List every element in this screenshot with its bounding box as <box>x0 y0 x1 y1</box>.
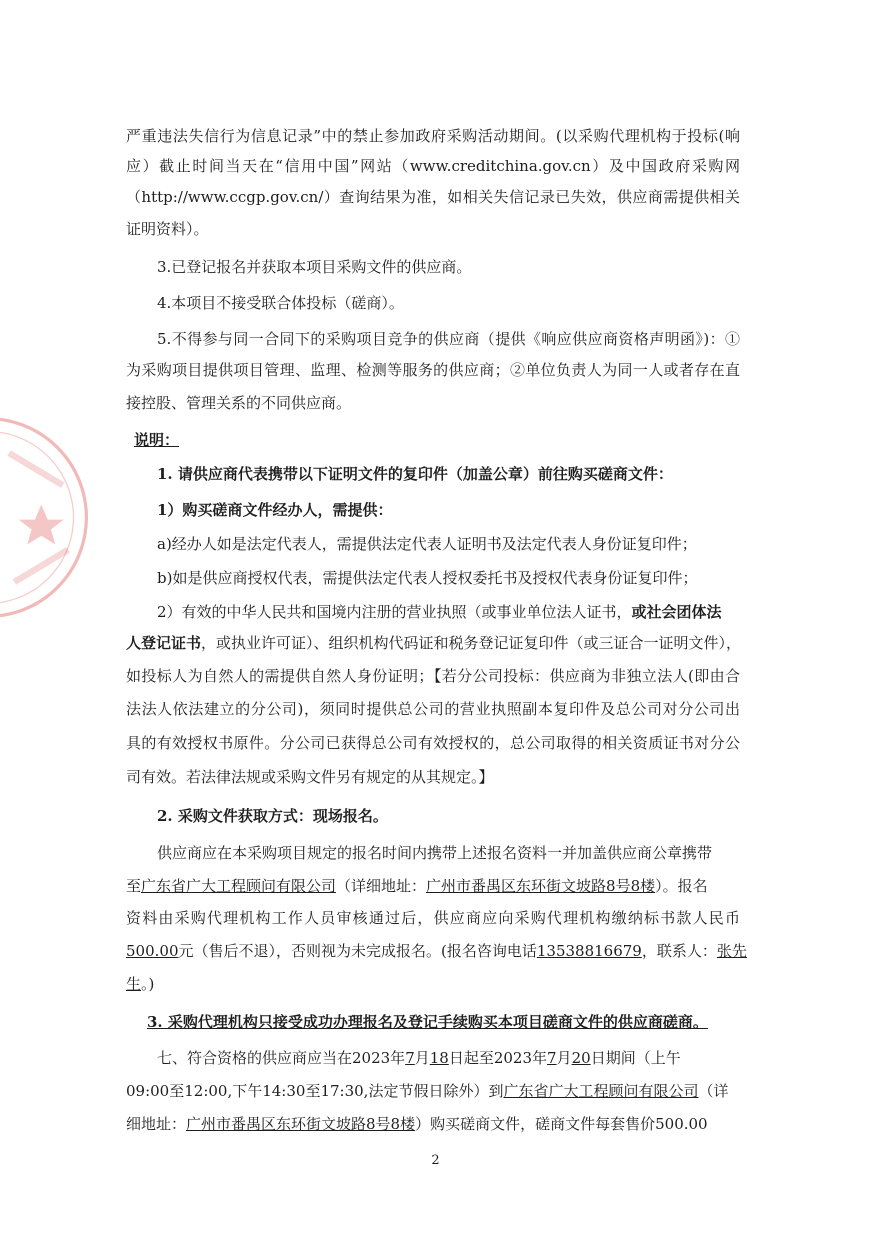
note-1-b: b)如是供应商授权代表，需提供法定代表人授权委托书及授权代表身份证复印件； <box>157 569 698 587</box>
red-seal-stamp <box>0 410 95 625</box>
text-line: 至广东省广大工程顾问有限公司（详细地址：广州市番禺区东环街文坡路8号8楼）。报名 <box>126 877 708 895</box>
note-3: 3. 采购代理机构只接受成功办理报名及登记手续购买本项目磋商文件的供应商磋商。 <box>147 1013 708 1031</box>
qualification-item-3: 3.已登记报名并获取本项目采购文件的供应商。 <box>157 258 472 276</box>
fee-amount: 500.00 <box>126 942 179 960</box>
note-2-heading: 2. 采购文件获取方式：现场报名。 <box>157 807 388 825</box>
text-line: 供应商应在本采购项目规定的报名时间内携带上述报名资料一并加盖供应商公章携带 <box>157 844 713 862</box>
text-line: 严重违法失信行为信息记录”中的禁止参加政府采购活动期间。(以采购代理机构于投标(响 <box>126 127 740 145</box>
text-line: 司有效。若法律法规或采购文件另有规定的从其规定。】 <box>126 768 494 786</box>
text-line: 生。) <box>126 975 155 993</box>
text-line: 如投标人为自然人的需提供自然人身份证明；【若分公司投标：供应商为非独立法人(即由合 <box>126 667 740 685</box>
text-line: 证明资料）。 <box>126 220 209 238</box>
note-title: 说明： <box>134 431 180 449</box>
agency-address: 广州市番禺区东环街文坡路8号8楼 <box>426 877 656 895</box>
section-7-line: 细地址：广州市番禺区东环街文坡路8号8楼）购买磋商文件，磋商文件每套售价500.00 <box>126 1115 708 1133</box>
text-line: 法法人依法建立的分公司)，须同时提供总公司的营业执照副本复印件及总公司对分公司出 <box>126 700 740 718</box>
text-line: 应）截止时间当天在“信用中国”网站（www.creditchina.gov.cn）及中国政府采购网 <box>126 157 740 175</box>
note-1-2-line: 人登记证书，或执业许可证）、组织机构代码证和税务登记证复印件（或三证合一证明文件）， <box>126 634 742 652</box>
page-number: 2 <box>431 1153 440 1168</box>
qualification-item-5: 5.不得参与同一合同下的采购项目竞争的供应商（提供《响应供应商资格声明函》)：① <box>157 330 740 348</box>
section-7-line: 七、符合资格的供应商应当在2023年7月18日起至2023年7月20日期间（上午 <box>157 1049 681 1067</box>
text-line: 资料由采购代理机构工作人员审核通过后，供应商应向采购代理机构缴纳标书款人民币 <box>126 909 740 927</box>
text-line: 500.00元（售后不退），否则视为未完成报名。(报名咨询电话13538816679，联系人：张先 <box>126 942 747 960</box>
note-1-1: 1）购买磋商文件经办人，需提供： <box>157 501 393 519</box>
text-line: 为采购项目提供项目管理、监理、检测等服务的供应商；②单位负责人为同一人或者存在直 <box>126 361 740 379</box>
text-line: 具的有效授权书原件。分公司已获得总公司有效授权的，总公司取得的相关资质证书对分公 <box>126 734 740 752</box>
text-line: 接控股、管理关系的不同供应商。 <box>126 394 352 412</box>
qualification-item-4: 4.本项目不接受联合体投标（磋商）。 <box>157 294 404 312</box>
text-line: （http://www.ccgp.gov.cn/）查询结果为准，如相关失信记录已失效，供应商需提供相关 <box>126 188 740 206</box>
note-1-heading: 1. 请供应商代表携带以下证明文件的复印件（加盖公章）前往购买磋商文件： <box>157 465 673 483</box>
note-1-a: a)经办人如是法定代表人，需提供法定代表人证明书及法定代表人身份证复印件； <box>157 535 697 553</box>
section-7-line: 09:00至12:00,下午14:30至17:30,法定节假日除外）到广东省广大工程顾问有限公司（详 <box>126 1082 729 1100</box>
contact-phone: 13538816679 <box>536 942 642 960</box>
contact-person: 张先 <box>716 942 747 960</box>
agency-name: 广东省广大工程顾问有限公司 <box>141 877 337 895</box>
note-1-2-line: 2）有效的中华人民共和国境内注册的营业执照（或事业单位法人证书，或社会团体法 <box>157 603 722 621</box>
